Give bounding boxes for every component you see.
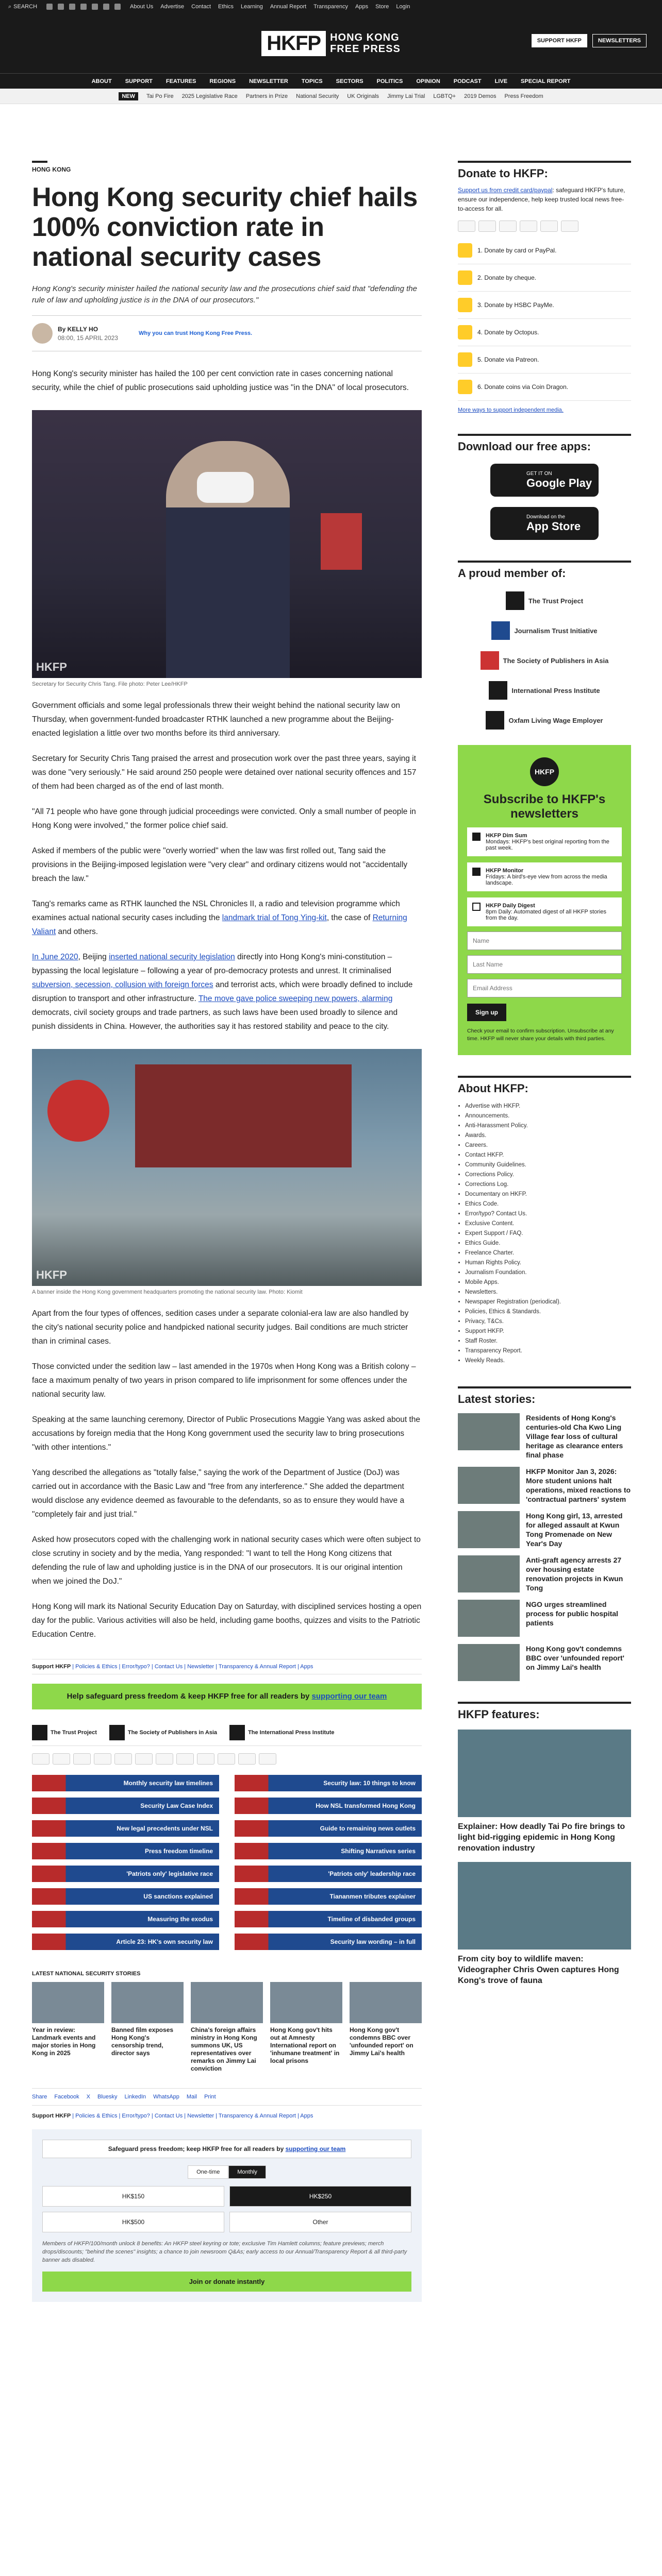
inline-link[interactable]: The move gave police sweeping new powers, alarming bbox=[198, 994, 393, 1003]
feature-title[interactable]: Explainer: How deadly Tai Po fire brings to light bid-rigging epidemic in Hong Kong renovation industry bbox=[458, 1822, 625, 1853]
nsl-guide-button[interactable]: Tiananmen tributes explainer bbox=[235, 1888, 422, 1905]
byline bbox=[32, 316, 422, 351]
payment-method-icon bbox=[458, 298, 472, 312]
top-link[interactable]: Advertise bbox=[160, 4, 185, 10]
nav-item[interactable]: ABOUT bbox=[91, 78, 112, 84]
member-logo[interactable] bbox=[506, 591, 583, 610]
share-link[interactable]: LinkedIn bbox=[124, 2094, 146, 2100]
masthead bbox=[0, 13, 662, 73]
newsletter-option[interactable] bbox=[467, 862, 622, 891]
about-link[interactable]: • Error/typo? Contact Us. bbox=[465, 1209, 631, 1219]
nsl-guide-button[interactable]: Security Law Case Index bbox=[32, 1798, 219, 1814]
about-link[interactable]: • Careers. bbox=[465, 1141, 631, 1150]
membership-note: Members of HKFP/100/month unlock 8 benefits: An HKFP steel keyring or tote; exclusive Tim Hamlett columns; feature previews; merch drops/discounts; "behind the scenes" insights; a chance to join newsroom Q&As; early access to our Annual/Transparency Report & all third-party banner ads disabled. bbox=[42, 2241, 407, 2263]
latest-nsl-label: LATEST NATIONAL SECURITY STORIES bbox=[32, 1971, 141, 1977]
about-link[interactable]: • Community Guidelines. bbox=[465, 1160, 631, 1170]
top-link[interactable]: Store bbox=[375, 4, 389, 10]
donate-option-label: 4. Donate by Octopus. bbox=[477, 329, 539, 336]
author-avatar bbox=[32, 323, 53, 344]
about-link[interactable]: • Staff Roster. bbox=[465, 1336, 631, 1346]
paragraph: Tang's remarks came as RTHK launched the NSL Chronicles II, a radio and television programme which examines actual national security cases including the landmark trial of Tong Ying-kit, the case of Returning Valiant and others. bbox=[32, 900, 407, 936]
paragraph: Hong Kong's security minister has hailed the 100 per cent conviction rate in cases concerning national security, while the chief of public prosecutions said upholding justice was "in the DNA" of local prosecutors. bbox=[32, 369, 409, 392]
inline-link[interactable]: inserted national security legislation bbox=[109, 953, 235, 961]
partner-logo-icon bbox=[229, 1725, 245, 1740]
payme-icon bbox=[135, 1753, 153, 1765]
main-nav bbox=[0, 73, 662, 89]
paragraph: Government officials and some legal professionals threw their weight behind the national security law on Thursday, when government-funded broadcaster RTHK launched a new programme about the Beijing-enacted legislation a little over two months before its third anniversary. bbox=[32, 701, 400, 738]
payment-method-icon bbox=[458, 325, 472, 340]
story-thumbnail bbox=[111, 1982, 184, 2023]
google-play-badge[interactable]: GET IT ON Google Play bbox=[490, 464, 599, 497]
story-title: Hong Kong gov't condemns BBC over 'unfounded report' on Jimmy Lai's health bbox=[350, 2026, 413, 2057]
story-thumbnail bbox=[191, 1982, 263, 2023]
octopus-icon bbox=[561, 221, 578, 232]
nav-item[interactable]: TOPICS bbox=[301, 78, 323, 84]
top-link[interactable]: Transparency bbox=[313, 4, 349, 10]
trending-nav bbox=[0, 89, 662, 104]
about-link[interactable]: • Transparency Report. bbox=[465, 1346, 631, 1356]
sidebar-story[interactable] bbox=[458, 1644, 631, 1681]
member-heading: A proud member of: bbox=[458, 561, 631, 580]
newsletter-option-desc: Mondays: HKFP's best original reporting from the past week. bbox=[486, 839, 609, 851]
donation-amount[interactable]: HK$150 bbox=[42, 2186, 224, 2207]
about-link[interactable]: • Mobile Apps. bbox=[465, 1278, 631, 1287]
about-link[interactable]: • Ethics Guide. bbox=[465, 1239, 631, 1248]
payment-method-icon bbox=[458, 243, 472, 258]
about-link[interactable]: • Anti-Harassment Policy. bbox=[465, 1121, 631, 1131]
member-logo[interactable] bbox=[491, 621, 597, 640]
newsletter-checkbox[interactable] bbox=[472, 868, 481, 876]
partner-logo[interactable] bbox=[32, 1725, 97, 1740]
payment-method-icon bbox=[458, 352, 472, 367]
newsletter-title: Subscribe to HKFP's newsletters bbox=[483, 792, 606, 821]
about-link[interactable]: • Expert Support / FAQ. bbox=[465, 1229, 631, 1239]
x-icon[interactable] bbox=[58, 4, 64, 10]
article-standfirst: Hong Kong's security minister hailed the national security law and the prosecutions chief said that "defending the rule of law and upholding justice is in the DNA of our prosecutors." bbox=[32, 283, 422, 316]
donation-amount[interactable]: HK$250 bbox=[229, 2186, 411, 2207]
amex-icon bbox=[499, 221, 517, 232]
nav-item[interactable]: PODCAST bbox=[453, 78, 482, 84]
paragraph: Apart from the four types of offences, sedition cases under a separate colonial-era law are also handled by the city's national security police and handpicked national security judges. Bail conditions are much stricter than in criminal cases. bbox=[32, 1309, 409, 1346]
newsletter-option[interactable] bbox=[467, 897, 622, 926]
story-thumbnail bbox=[458, 1511, 520, 1548]
about-link[interactable]: • Newspaper Registration (periodical). bbox=[465, 1297, 631, 1307]
newsletters-button[interactable]: NEWSLETTERS bbox=[592, 34, 647, 47]
sidebar bbox=[458, 104, 631, 1986]
top-link[interactable]: Learning bbox=[241, 4, 263, 10]
newsletter-option-name: HKFP Daily Digest bbox=[486, 903, 535, 909]
newsletter-option-name: HKFP Monitor bbox=[486, 868, 524, 874]
top-link[interactable]: Ethics bbox=[218, 4, 234, 10]
partner-logo-icon bbox=[109, 1725, 125, 1740]
feature-thumbnail[interactable] bbox=[458, 1730, 631, 1817]
donate-option-label: 6. Donate coins via Coin Dragon. bbox=[477, 383, 569, 391]
help-banner: Help safeguard press freedom & keep HKFP free for all readers by supporting our team bbox=[32, 1684, 422, 1709]
partner-logo-label: The International Press Institute bbox=[248, 1730, 335, 1736]
nsl-guide-button[interactable]: 'Patriots only' leadership race bbox=[235, 1866, 422, 1882]
fps-icon bbox=[176, 1753, 194, 1765]
story-thumbnail bbox=[32, 1982, 104, 2023]
share-link[interactable]: Print bbox=[204, 2094, 216, 2100]
apps-heading: Download our free apps: bbox=[458, 434, 631, 453]
nsl-guide-button[interactable]: Shifting Narratives series bbox=[235, 1843, 422, 1859]
support-hkfp-button[interactable]: SUPPORT HKFP bbox=[532, 34, 587, 47]
member-logo-icon bbox=[506, 591, 524, 610]
nsl-guide-button[interactable]: How NSL transformed Hong Kong bbox=[235, 1798, 422, 1814]
about-links bbox=[458, 1101, 631, 1366]
image-caption: Secretary for Security Chris Tang. File photo: Peter Lee/HKFP bbox=[32, 681, 188, 687]
donate-option-label: 5. Donate via Patreon. bbox=[477, 356, 539, 363]
story-title: Anti-graft agency arrests 27 over housing estate renovation projects in Kwun Tong bbox=[526, 1556, 623, 1592]
inline-link[interactable]: Returning Valiant bbox=[32, 913, 407, 936]
member-logo-label: Journalism Trust Initiative bbox=[514, 626, 598, 635]
paragraph: Yang described the allegations as "totally false," saying the work of the Department of Justice (DoJ) was carried out in accordance with the Basic Law and "free from any interference." She added the department would disclose any evidence deemed as favourable to the defendants, so as to ensure they would have a "completely fair and just trial." bbox=[32, 1468, 405, 1519]
top-link[interactable]: About Us bbox=[130, 4, 154, 10]
about-link[interactable]: • Corrections Log. bbox=[465, 1180, 631, 1190]
instagram-icon[interactable] bbox=[69, 4, 75, 10]
sidebar-story[interactable] bbox=[458, 1511, 631, 1548]
donate-box: Safeguard press freedom; keep HKFP free for all readers by supporting our team One-time Monthly HK$150 HK$250 HK$500 Other Members of HKFP/100/month unlock 8 benefits: An HKFP steel keyring or tote; exclusive Tim Hamlett columns; feature previews; merch drops/discounts; "behind the scenes" insights; a chance to join newsroom Q&As; early access to our Annual/Transparency Report & all third-party banner ads disabled. Join or donate instantly bbox=[32, 2129, 422, 2302]
newsletter-option-text bbox=[486, 868, 617, 886]
first-name-field[interactable] bbox=[467, 931, 622, 950]
support-line: Support HKFP | Policies & Ethics | Error/typo? | Contact Us | Newsletter | Transparency & Annual Report | Apps bbox=[32, 2113, 313, 2119]
nav-item[interactable]: SUPPORT bbox=[125, 78, 153, 84]
nav-item[interactable]: FEATURES bbox=[166, 78, 196, 84]
donate-widget: Donate to HKFP: Support us from credit card/paypal: safeguard HKFP's future, ensure our independence, help keep trusted local news free-to-access for all. 1. Donate by card or PayPal. 2. Donate by cheque. 3. Donate by HSBC PayMe. 4. Donate by Octopus. 5. Donate via Patreon. 6. Donate coins via Coin Dragon. More ways to support independent media. bbox=[458, 161, 631, 413]
top-link[interactable]: Login bbox=[396, 4, 410, 10]
support-team-link[interactable]: supporting our team bbox=[285, 2145, 346, 2153]
nav-item[interactable]: POLITICS bbox=[376, 78, 403, 84]
donate-option[interactable] bbox=[458, 374, 631, 401]
octopus-icon bbox=[156, 1753, 173, 1765]
about-link[interactable]: • Newsletters. bbox=[465, 1287, 631, 1297]
trending-link[interactable]: National Security bbox=[296, 93, 339, 99]
nsl-guide-buttons bbox=[32, 1775, 422, 1950]
donate-option[interactable] bbox=[458, 319, 631, 346]
share-link[interactable]: X bbox=[86, 2094, 91, 2100]
share-link[interactable]: WhatsApp bbox=[153, 2094, 179, 2100]
nsl-guide-button[interactable]: New legal precedents under NSL bbox=[32, 1820, 219, 1837]
hkfp-logo[interactable]: HKFP HONG KONG FREE PRESS bbox=[261, 31, 401, 56]
lead-image bbox=[32, 410, 422, 678]
donate-option[interactable] bbox=[458, 264, 631, 292]
support-line: Support HKFP | Policies & Ethics | Error/typo? | Contact Us | Newsletter | Transparency & Annual Report | Apps bbox=[32, 1659, 422, 1674]
newsletter-option-text bbox=[486, 833, 617, 851]
feature-title[interactable]: From city boy to wildlife maven: Videographer Chris Owen captures Hong Kong's trove of fauna bbox=[458, 1955, 619, 1985]
nsl-guide-button[interactable]: Security law: 10 things to know bbox=[235, 1775, 422, 1791]
about-link[interactable]: • Privacy, T&Cs. bbox=[465, 1317, 631, 1327]
newsletter-option-desc: 8pm Daily: Automated digest of all HKFP stories from the day. bbox=[486, 909, 606, 921]
nav-item[interactable]: SPECIAL REPORT bbox=[521, 78, 571, 84]
newsletter-disclaimer: Check your email to confirm subscription. Unsubscribe at any time. HKFP will never share your details with third parties. bbox=[467, 1028, 614, 1042]
trending-link[interactable]: UK Originals bbox=[347, 93, 379, 99]
mastercard-icon bbox=[53, 1753, 70, 1765]
paragraph: Speaking at the same launching ceremony, Director of Public Prosecutions Maggie Yang was asked about the accusations by foreign media that the Hong Kong government used the security law to bring prosecutions "with other intentions." bbox=[32, 1415, 421, 1452]
donation-amount[interactable]: Other bbox=[229, 2212, 411, 2232]
wechat-icon bbox=[218, 1753, 235, 1765]
about-link[interactable]: • Awards. bbox=[465, 1131, 631, 1141]
nsl-guide-button[interactable]: Article 23: HK's own security law bbox=[32, 1934, 219, 1950]
inline-link[interactable]: subversion, secession, collusion with foreign forces bbox=[32, 980, 213, 989]
story-card[interactable] bbox=[111, 1982, 184, 2073]
story-thumbnail bbox=[458, 1413, 520, 1450]
story-thumbnail bbox=[458, 1600, 520, 1637]
app-store-badge[interactable]: Download on the App Store bbox=[490, 507, 599, 540]
trending-link[interactable]: Jimmy Lai Trial bbox=[387, 93, 425, 99]
paypal-icon bbox=[520, 221, 537, 232]
nsl-guide-button[interactable]: Timeline of disbanded groups bbox=[235, 1911, 422, 1927]
story-card[interactable] bbox=[191, 1982, 263, 2073]
member-logo[interactable] bbox=[489, 681, 600, 700]
trending-link[interactable]: Tai Po Fire bbox=[146, 93, 174, 99]
facebook-icon[interactable] bbox=[46, 4, 53, 10]
support-team-link[interactable]: supporting our team bbox=[311, 1692, 387, 1701]
about-link[interactable]: • Support HKFP. bbox=[465, 1327, 631, 1336]
youtube-icon[interactable] bbox=[92, 4, 98, 10]
share-link[interactable]: Bluesky bbox=[97, 2094, 118, 2100]
sidebar-story[interactable] bbox=[458, 1467, 631, 1504]
last-name-field[interactable] bbox=[467, 955, 622, 974]
payment-method-icon bbox=[458, 380, 472, 394]
member-logo-icon bbox=[491, 621, 510, 640]
about-link[interactable]: • Weekly Reads. bbox=[465, 1356, 631, 1366]
article-title: Hong Kong security chief hails 100% conviction rate in national security cases bbox=[32, 182, 418, 272]
bluesky-icon[interactable] bbox=[114, 4, 121, 10]
payment-method-icon bbox=[458, 270, 472, 285]
sidebar-story[interactable] bbox=[458, 1413, 631, 1460]
story-thumbnail bbox=[458, 1467, 520, 1504]
about-link[interactable]: • Policies, Ethics & Standards. bbox=[465, 1307, 631, 1317]
paragraph: Those convicted under the sedition law – last amended in the 1970s when Hong Kong was a British colony – face a maximum penalty of two years in prison compared to life imprisonment for some offences under the national security law. bbox=[32, 1362, 416, 1399]
donate-option-label: 3. Donate by HSBC PayMe. bbox=[477, 301, 554, 309]
hkfp-round-logo: HKFP bbox=[530, 757, 559, 786]
newsletter-option[interactable] bbox=[467, 827, 622, 856]
about-link[interactable]: • Corrections Policy. bbox=[465, 1170, 631, 1180]
share-link[interactable]: Mail bbox=[186, 2094, 197, 2100]
threads-icon[interactable] bbox=[80, 4, 87, 10]
member-logo-label: International Press Institute bbox=[511, 686, 600, 694]
one-time-option[interactable]: One-time bbox=[188, 2165, 228, 2179]
nav-item[interactable]: NEWSLETTER bbox=[249, 78, 288, 84]
story-card[interactable] bbox=[270, 1982, 342, 2073]
story-title: Banned film exposes Hong Kong's censorship trend, director says bbox=[111, 2026, 174, 2057]
latest-nsl-stories bbox=[32, 1982, 422, 2073]
visa-icon bbox=[458, 221, 475, 232]
image-watermark: HKFP bbox=[36, 660, 67, 673]
newsletter-option-text bbox=[486, 903, 617, 921]
payment-methods bbox=[32, 1753, 422, 1765]
article-kicker[interactable]: HONG KONG bbox=[32, 161, 47, 173]
about-link[interactable]: • Human Rights Policy. bbox=[465, 1258, 631, 1268]
support-link[interactable]: Support us from credit card/paypal bbox=[458, 187, 553, 194]
partner-logo-icon bbox=[32, 1725, 47, 1740]
about-link[interactable]: • Freelance Charter. bbox=[465, 1248, 631, 1258]
story-title: Hong Kong gov't hits out at Amnesty International report on 'inhumane treatment' in local prisons bbox=[270, 2026, 340, 2064]
second-image bbox=[32, 1049, 422, 1286]
about-heading: About HKFP: bbox=[458, 1076, 631, 1095]
googlepay-icon bbox=[259, 1753, 276, 1765]
join-donate-button[interactable]: Join or donate instantly bbox=[42, 2272, 411, 2292]
amex-icon bbox=[73, 1753, 91, 1765]
more-support-link[interactable]: More ways to support independent media. bbox=[458, 407, 564, 413]
search-icon: ⌕ bbox=[8, 3, 12, 10]
story-thumbnail bbox=[458, 1644, 520, 1681]
about-link[interactable]: • Journalism Foundation. bbox=[465, 1268, 631, 1278]
paragraph: Secretary for Security Chris Tang praised the arrest and prosecution work over the past three years, saying it was done "very seriously." He said around 250 people were detained over national security offences and 157 of them had been charged as of the end of last month. bbox=[32, 754, 417, 791]
share-link[interactable]: Facebook bbox=[54, 2094, 79, 2100]
monthly-option[interactable]: Monthly bbox=[228, 2165, 266, 2179]
member-logo-label: The Trust Project bbox=[528, 597, 584, 605]
newsletter-checkbox[interactable] bbox=[472, 833, 481, 841]
share-bar bbox=[32, 2088, 422, 2106]
story-thumbnail bbox=[350, 1982, 422, 2023]
nav-item[interactable]: LIVE bbox=[494, 78, 508, 84]
top-links bbox=[130, 4, 410, 10]
story-thumbnail bbox=[458, 1555, 520, 1592]
trust-link[interactable]: Why you can trust Hong Kong Free Press. bbox=[138, 330, 253, 336]
member-logo-icon bbox=[489, 681, 507, 700]
top-link[interactable]: Apps bbox=[355, 4, 369, 10]
trust-logos bbox=[32, 1720, 422, 1746]
newsletter-option-desc: Fridays: A bird's-eye view from across the media landscape. bbox=[486, 874, 607, 886]
newsletter-checkbox[interactable] bbox=[472, 903, 481, 911]
story-title: Hong Kong girl, 13, arrested for alleged assault at Kwun Tong Promenade on New Year's Day bbox=[526, 1512, 623, 1548]
about-link[interactable]: • Documentary on HKFP. bbox=[465, 1190, 631, 1199]
features-heading: HKFP features: bbox=[458, 1702, 631, 1721]
nav-item[interactable]: REGIONS bbox=[209, 78, 236, 84]
newsletter-signup bbox=[458, 745, 631, 1055]
second-image-figure bbox=[32, 1049, 422, 1295]
feature-thumbnail[interactable] bbox=[458, 1862, 631, 1950]
member-logo-icon bbox=[481, 651, 499, 670]
donation-amount[interactable]: HK$500 bbox=[42, 2212, 224, 2232]
nsl-guide-button[interactable]: Monthly security law timelines bbox=[32, 1775, 219, 1791]
story-title: China's foreign affairs ministry in Hong Kong summons UK, US representatives over remarks on Jimmy Lai conviction bbox=[191, 2026, 257, 2072]
share-label: Share bbox=[32, 2094, 47, 2100]
new-badge: NEW bbox=[119, 92, 138, 100]
story-title: NGO urges streamlined process for public hospital patients bbox=[526, 1600, 618, 1627]
donate-option-label: 2. Donate by cheque. bbox=[477, 274, 537, 281]
about-link[interactable]: • Exclusive Content. bbox=[465, 1219, 631, 1229]
member-logo-icon bbox=[486, 711, 504, 730]
story-thumbnail bbox=[270, 1982, 342, 2023]
paypal-icon bbox=[114, 1753, 132, 1765]
sidebar-story[interactable] bbox=[458, 1600, 631, 1637]
lead-image-figure bbox=[32, 410, 422, 687]
nav-item[interactable]: OPINION bbox=[416, 78, 440, 84]
top-link[interactable]: Annual Report bbox=[270, 4, 307, 10]
member-logo[interactable] bbox=[486, 711, 603, 730]
trending-link[interactable]: Partners in Prize bbox=[245, 93, 288, 99]
trending-link[interactable]: Press Freedom bbox=[504, 93, 543, 99]
donate-option-label: 1. Donate by card or PayPal. bbox=[477, 247, 557, 254]
donate-option[interactable] bbox=[458, 346, 631, 374]
unionpay-icon bbox=[94, 1753, 111, 1765]
alipay-icon bbox=[197, 1753, 214, 1765]
about-link[interactable]: • Announcements. bbox=[465, 1111, 631, 1121]
trending-link[interactable]: 2019 Demos bbox=[464, 93, 496, 99]
social-icons bbox=[46, 4, 121, 10]
article-date: 08:00, 15 APRIL 2023 bbox=[58, 334, 118, 342]
image-watermark: HKFP bbox=[36, 1268, 67, 1281]
partner-logo-label: The Society of Publishers in Asia bbox=[127, 1730, 218, 1736]
nsl-guide-button[interactable]: 'Patriots only' legislative race bbox=[32, 1866, 219, 1882]
paragraph: In June 2020, Beijing inserted national security legislation directly into Hong Kong's mini-constitution – bypassing the local legislature – following a year of pro-democracy protests and unrest. It criminalised subversion, secession, collusion with foreign forces and terrorist acts, which were broadly defined to include disruption to transport and other infrastructure. The move gave police sweeping new powers, alarming democrats, civil society groups and trade partners, as such laws have been used broadly to silence and punish dissidents in China. However, the authorities say it has restored stability and peace to the city. bbox=[32, 953, 413, 1031]
search-link[interactable]: ⌕ SEARCH bbox=[8, 3, 38, 10]
mastercard-icon bbox=[478, 221, 496, 232]
top-utility-bar bbox=[0, 0, 662, 13]
partner-logo[interactable] bbox=[229, 1725, 334, 1740]
inline-link[interactable]: In June 2020 bbox=[32, 953, 78, 961]
payme-icon bbox=[540, 221, 558, 232]
inline-link[interactable]: landmark trial of Tong Ying-kit bbox=[222, 913, 327, 922]
about-link[interactable]: • Advertise with HKFP. bbox=[465, 1101, 631, 1111]
partner-logo[interactable] bbox=[109, 1725, 217, 1740]
top-link[interactable]: Contact bbox=[191, 4, 211, 10]
member-logo-label: Oxfam Living Wage Employer bbox=[508, 716, 603, 724]
story-title: Year in review: Landmark events and major stories in Hong Kong in 2025 bbox=[32, 2026, 96, 2057]
applepay-icon bbox=[238, 1753, 256, 1765]
trending-link[interactable]: 2025 Legislative Race bbox=[181, 93, 238, 99]
donate-option[interactable] bbox=[458, 292, 631, 319]
trending-link[interactable]: LGBTQ+ bbox=[433, 93, 456, 99]
newsletter-option-name: HKFP Dim Sum bbox=[486, 833, 527, 839]
story-title: Hong Kong gov't condemns BBC over 'unfounded report' on Jimmy Lai's health bbox=[526, 1645, 624, 1671]
member-logo[interactable] bbox=[481, 651, 609, 670]
partner-logo-label: The Trust Project bbox=[51, 1730, 97, 1736]
story-card[interactable] bbox=[350, 1982, 422, 2073]
story-title: HKFP Monitor Jan 3, 2026: More student unions halt operations, mixed reactions to 'contractual partners' system bbox=[526, 1467, 631, 1503]
donation-amounts bbox=[42, 2186, 411, 2232]
nsl-guide-button[interactable]: US sanctions explained bbox=[32, 1888, 219, 1905]
signup-button[interactable]: Sign up bbox=[467, 1004, 506, 1021]
email-field[interactable] bbox=[467, 979, 622, 997]
nsl-guide-button[interactable]: Guide to remaining news outlets bbox=[235, 1820, 422, 1837]
nsl-guide-button[interactable]: Measuring the exodus bbox=[32, 1911, 219, 1927]
paragraph: Asked if members of the public were "overly worried" when the law was first rolled out, Tang said the provisions in the Beijing-imposed legislation were "very clear" and ordinary citizens would not "accidentally breach the law." bbox=[32, 846, 408, 883]
about-link[interactable]: • Ethics Code. bbox=[465, 1199, 631, 1209]
nsl-guide-button[interactable]: Security law wording – in full bbox=[235, 1934, 422, 1950]
donation-frequency-toggle bbox=[42, 2165, 411, 2179]
story-card[interactable] bbox=[32, 1982, 104, 2073]
paragraph: "All 71 people who have gone through judicial proceedings were convicted. Only a small number of people in Hong Kong were involved," the former police chief said. bbox=[32, 807, 416, 830]
article-column bbox=[32, 104, 422, 2302]
sidebar-payment-icons bbox=[458, 221, 631, 232]
story-title: Residents of Hong Kong's centuries-old Cha Kwo Ling Village fear loss of cultural heritage as clearance enters final phase bbox=[526, 1414, 623, 1459]
linkedin-icon[interactable] bbox=[103, 4, 109, 10]
donate-option[interactable] bbox=[458, 237, 631, 264]
nsl-guide-button[interactable]: Press freedom timeline bbox=[32, 1843, 219, 1859]
author-name[interactable]: By KELLY HO bbox=[58, 325, 98, 333]
about-link[interactable]: • Contact HKFP. bbox=[465, 1150, 631, 1160]
image-caption: A banner inside the Hong Kong government headquarters promoting the national security law. Photo: Kiomit bbox=[32, 1289, 303, 1295]
member-logo-label: The Society of Publishers in Asia bbox=[503, 656, 609, 665]
sidebar-story[interactable] bbox=[458, 1555, 631, 1592]
paragraph: Hong Kong will mark its National Security Education Day on Saturday, with disciplined services hosting a open day for the public. Various activities will also be held, including game booths, quizzes and visits to the Patriotic Education Centre. bbox=[32, 1602, 422, 1639]
visa-icon bbox=[32, 1753, 49, 1765]
member-logos bbox=[458, 591, 631, 730]
paragraph: Asked how prosecutors coped with the challenging work in national security cases which were often subject to close scrutiny in society and by the media, Yang responded: "I want to tell the Hong Kong citizens that defending the rule of law and upholding justice is in the DNA of our prosecutors. It is our original intention when we joined the DoJ." bbox=[32, 1535, 421, 1586]
latest-heading: Latest stories: bbox=[458, 1386, 631, 1406]
nav-item[interactable]: SECTORS bbox=[336, 78, 363, 84]
